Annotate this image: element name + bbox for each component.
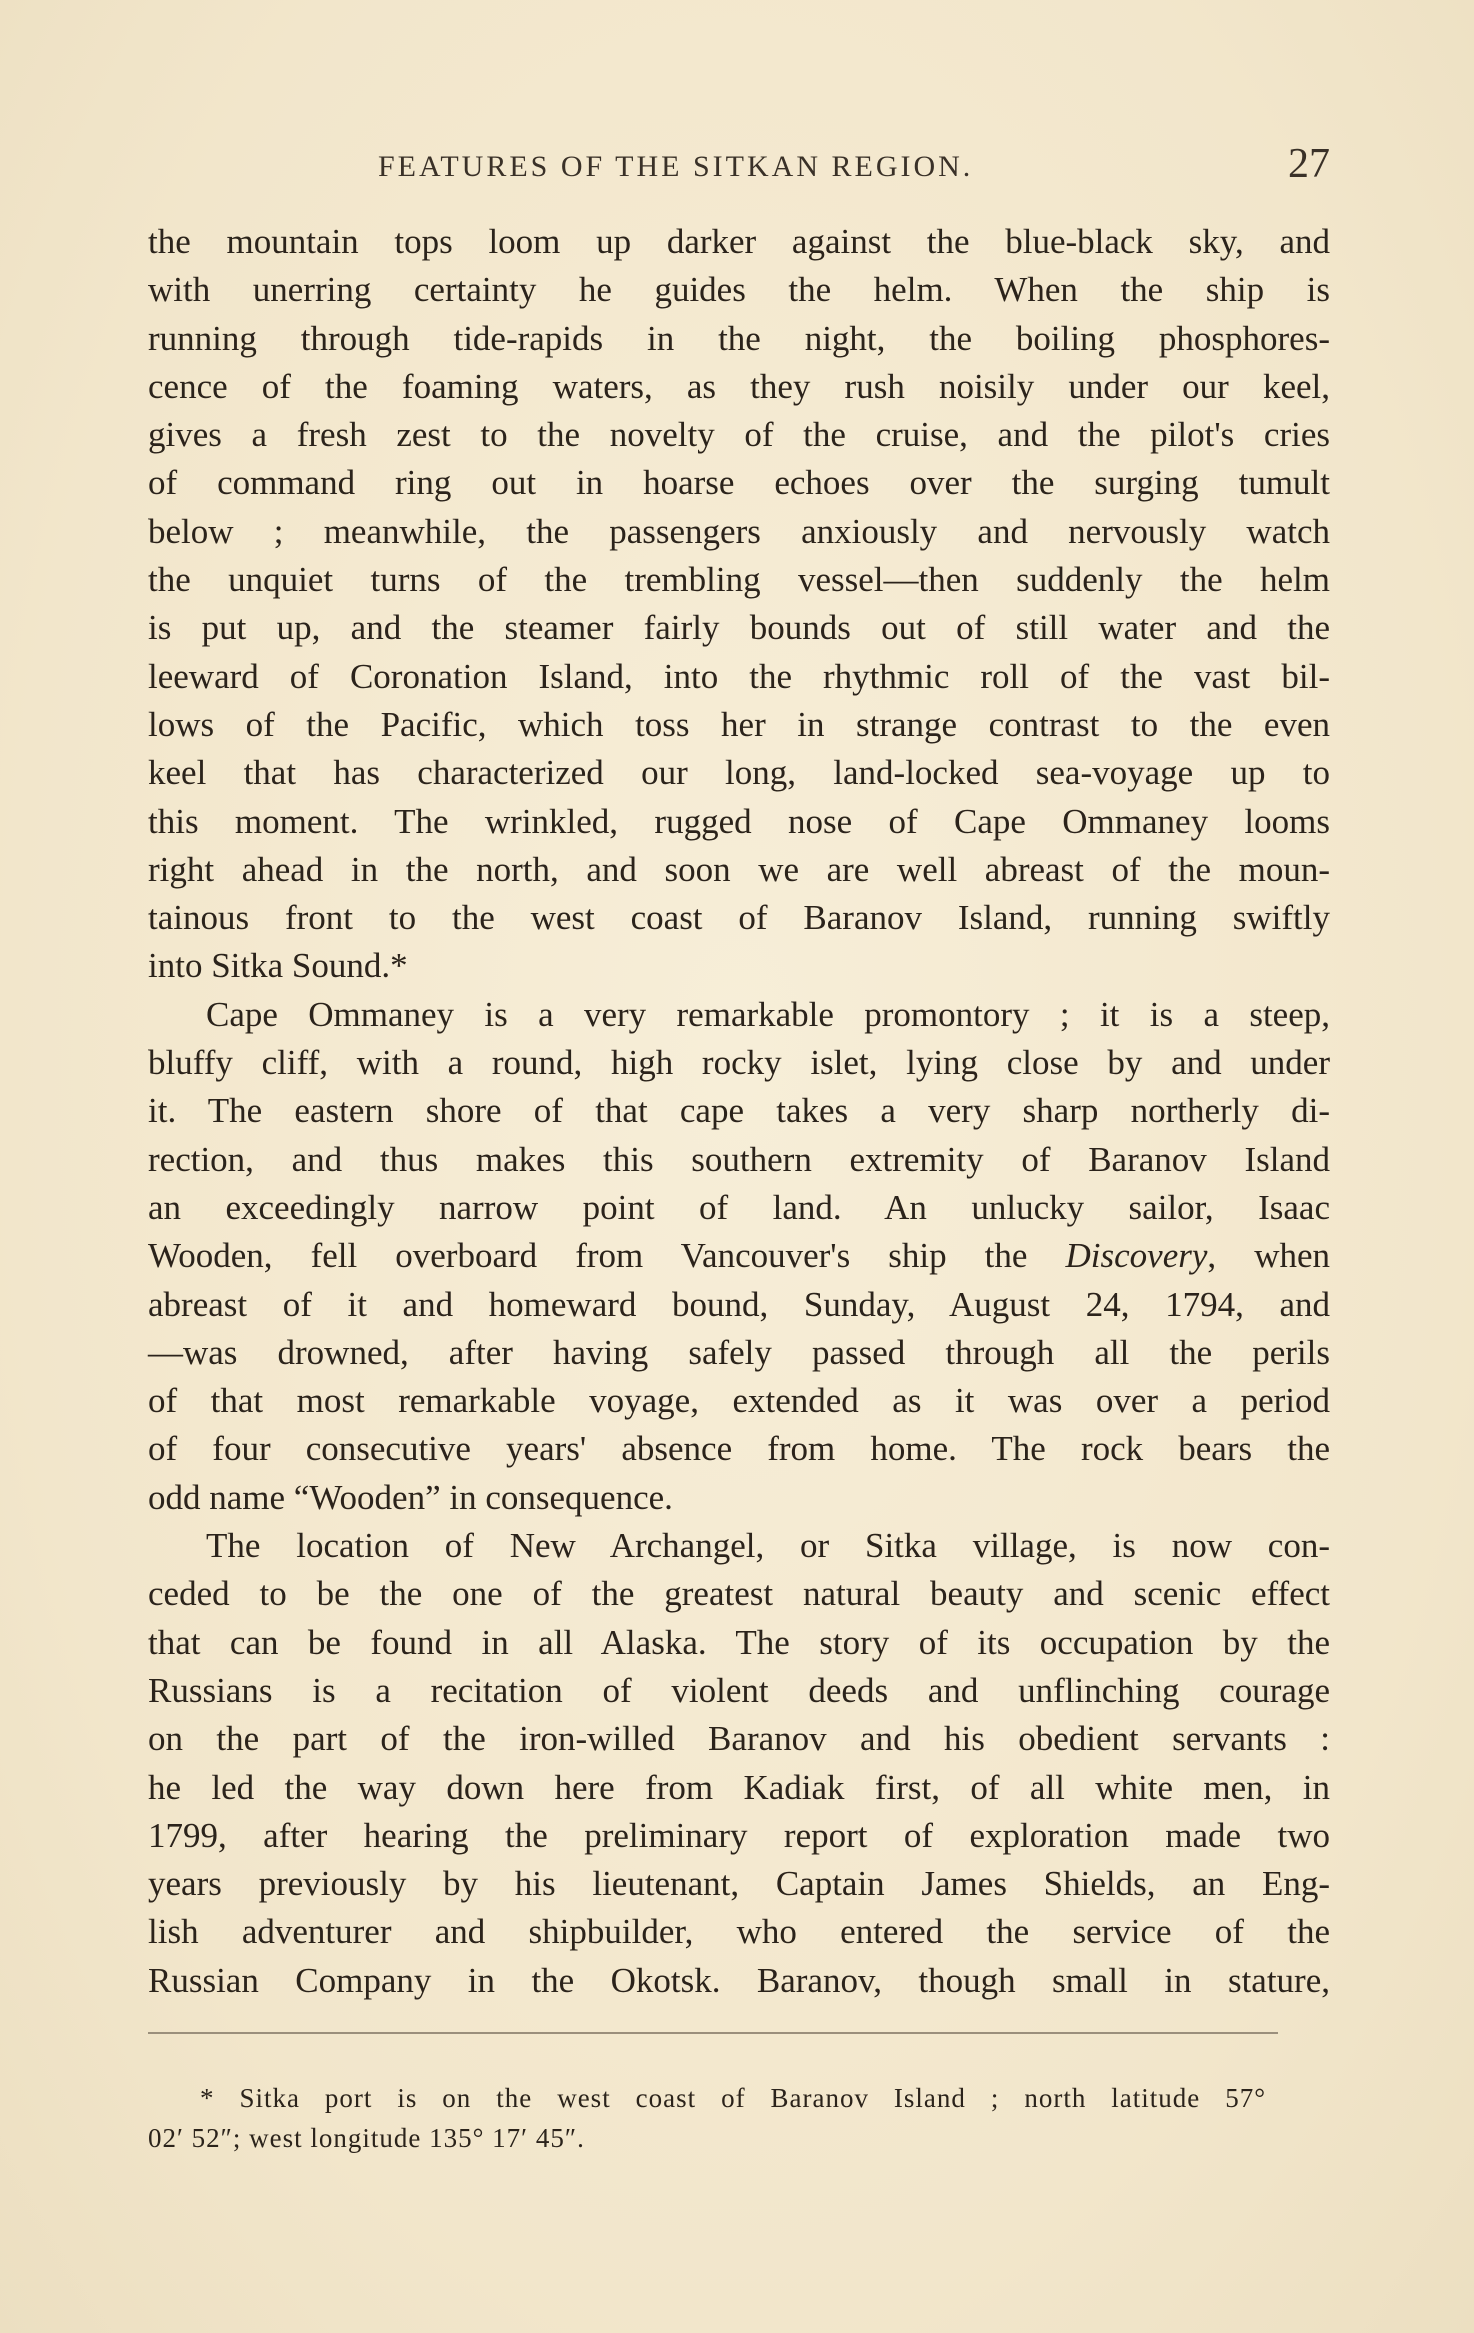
- text-line: bluffy cliff, with a round, high rocky islet, lying close by and under: [148, 1043, 1330, 1083]
- text-line: below ; meanwhile, the passengers anxiously and nervously watch: [148, 511, 1330, 551]
- text-line: gives a fresh zest to the novelty of the cruise, and the pilot's cries: [148, 415, 1330, 455]
- text-line: years previously by his lieutenant, Captain James Shields, an Eng-: [148, 1864, 1330, 1904]
- text-line: of four consecutive years' absence from home. The rock bears the: [148, 1429, 1330, 1469]
- text-line: 1799, after hearing the preliminary report of exploration made two: [148, 1815, 1330, 1855]
- body-text: [148, 218, 1330, 2005]
- text-line: the mountain tops loom up darker against the blue-black sky, and: [148, 222, 1330, 261]
- text-line: lows of the Pacific, which toss her in strange contrast to the even: [148, 704, 1330, 744]
- text-line: tainous front to the west coast of Baranov Island, running swiftly: [148, 898, 1330, 938]
- footnote: [148, 2078, 1330, 2158]
- footnote-divider: [148, 2032, 1278, 2034]
- text-line: it. The eastern shore of that cape takes a very sharp northerly di-: [148, 1091, 1330, 1131]
- text-line: Russians is a recitation of violent deeds and unflinching courage: [148, 1670, 1330, 1710]
- text-line: the unquiet turns of the trembling vessel—then suddenly the helm: [148, 560, 1330, 600]
- text-line: with unerring certainty he guides the helm. When the ship is: [148, 270, 1330, 310]
- text-fragment: Wooden, fell overboard from Vancouver's ship the: [148, 1236, 1066, 1276]
- footnote-line: 02′ 52″; west longitude 135° 17′ 45″.: [148, 2123, 585, 2153]
- text-line: running through tide-rapids in the night, the boiling phosphores-: [148, 318, 1330, 358]
- text-line: is put up, and the steamer fairly bounds out of still water and the: [148, 608, 1330, 648]
- text-line: he led the way down here from Kadiak first, of all white men, in: [148, 1767, 1330, 1807]
- text-fragment: , when: [1207, 1236, 1331, 1276]
- text-line: on the part of the iron-willed Baranov and his obedient servants :: [148, 1719, 1330, 1759]
- text-line: right ahead in the north, and soon we are well abreast of the moun-: [148, 849, 1330, 889]
- text-line: into Sitka Sound.*: [148, 946, 408, 986]
- text-line: Russian Company in the Okotsk. Baranov, though small in stature,: [148, 1960, 1330, 2000]
- ship-name-italic: Discovery: [1065, 1236, 1208, 1276]
- text-line: this moment. The wrinkled, rugged nose of Cape Ommaney looms: [148, 801, 1330, 841]
- text-line: of that most remarkable voyage, extended as it was over a period: [148, 1381, 1330, 1421]
- running-head-title: FEATURES OF THE SITKAN REGION.: [378, 150, 974, 183]
- page-number: 27: [1288, 141, 1330, 187]
- text-line: that can be found in all Alaska. The story of its occupation by the: [148, 1622, 1330, 1662]
- text-line: leeward of Coronation Island, into the rhythmic roll of the vast bil-: [148, 656, 1330, 696]
- text-line: of command ring out in hoarse echoes over the surging tumult: [148, 463, 1330, 503]
- text-line: lish adventurer and shipbuilder, who entered the service of the: [148, 1912, 1330, 1952]
- text-line-with-italic: [148, 1232, 1330, 1280]
- text-line: rection, and thus makes this southern extremity of Baranov Island: [148, 1139, 1330, 1179]
- text-line: ceded to be the one of the greatest natural beauty and scenic effect: [148, 1574, 1330, 1614]
- text-line: an exceedingly narrow point of land. An unlucky sailor, Isaac: [148, 1187, 1330, 1227]
- text-line: abreast of it and homeward bound, Sunday, August 24, 1794, and: [148, 1284, 1330, 1324]
- text-line: cence of the foaming waters, as they rush noisily under our keel,: [148, 366, 1330, 406]
- paragraph-start-line: The location of New Archangel, or Sitka village, is now con-: [206, 1526, 1330, 1566]
- text-line: keel that has characterized our long, land-locked sea-voyage up to: [148, 753, 1330, 793]
- text-line: —was drowned, after having safely passed through all the perils: [148, 1332, 1330, 1372]
- footnote-line: * Sitka port is on the west coast of Baranov Island ; north latitude 57°: [200, 2083, 1266, 2113]
- running-head: [148, 140, 1330, 200]
- text-line: odd name “Wooden” in consequence.: [148, 1477, 673, 1517]
- paragraph-start-line: Cape Ommaney is a very remarkable promontory ; it is a steep,: [206, 994, 1330, 1034]
